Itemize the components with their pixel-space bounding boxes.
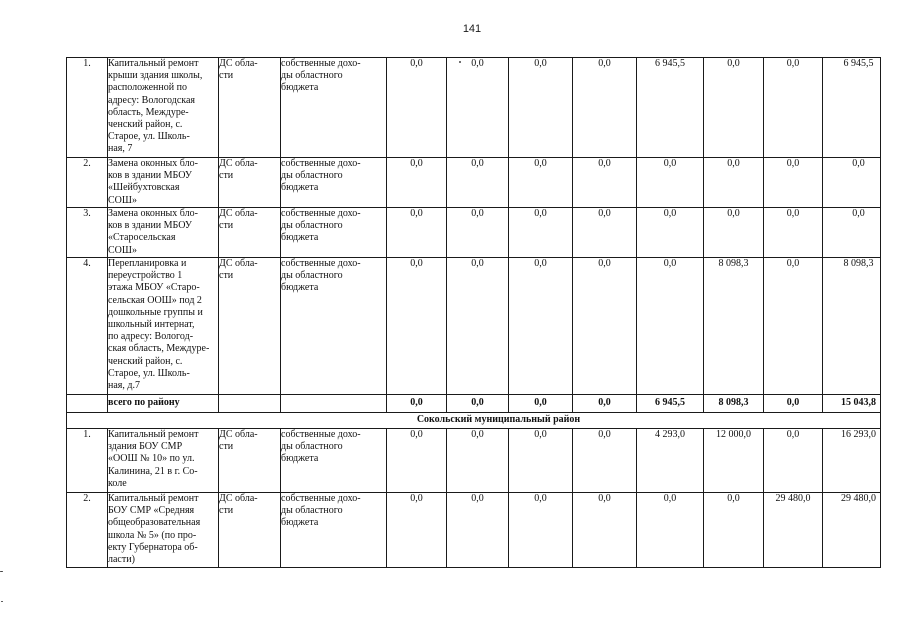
row-number: 2. [67, 493, 108, 568]
amount-cell: 0,0 [764, 258, 823, 395]
amount-cell: 0,0 [387, 258, 447, 395]
amount-total-cell: 0,0 [823, 208, 881, 258]
funding-source: ДС обла- сти [219, 493, 281, 568]
total-amount-cell: 8 098,3 [704, 395, 764, 413]
funding-source: ДС обла- сти [219, 258, 281, 395]
funding-type: собственные дохо- ды областного бюджета [281, 58, 387, 158]
amount-cell: 0,0 [573, 258, 637, 395]
project-description: Замена оконных бло- ков в здании МБОУ «Шейбухтовская СОШ» [108, 158, 219, 208]
grand-total-cell: 15 043,8 [823, 395, 881, 413]
funding-type: собственные дохо- ды областного бюджета [281, 158, 387, 208]
funding-type: собственные дохо- ды областного бюджета [281, 429, 387, 493]
amount-cell: 0,0 [387, 158, 447, 208]
project-description: Перепланировка и переустройство 1 этажа МБОУ «Старо- сельская ООШ» под 2 дошкольные группы и школьный интернат, по адресу: Вологод- ская область, Междуре- ченский район, с. Старое, ул. Школь- ная, д.7 [108, 258, 219, 395]
funding-source: ДС обла- сти [219, 58, 281, 158]
total-amount-cell: 0,0 [447, 395, 509, 413]
amount-cell: 0,0 [573, 158, 637, 208]
amount-cell: 0,0 [704, 158, 764, 208]
amount-cell: 0,0 [764, 429, 823, 493]
table-row [67, 258, 881, 395]
amount-cell: 0,0 [637, 158, 704, 208]
scan-speck [0, 571, 3, 572]
funding-type: собственные дохо- ды областного бюджета [281, 493, 387, 568]
total-label: всего по району [108, 395, 219, 413]
funding-type: собственные дохо- ды областного бюджета [281, 258, 387, 395]
amount-total-cell: 8 098,3 [823, 258, 881, 395]
amount-total-cell: 29 480,0 [823, 493, 881, 568]
amount-cell: 8 098,3 [704, 258, 764, 395]
amount-cell: 0,0 [509, 208, 573, 258]
amount-cell: 0,0 [637, 493, 704, 568]
district-header-row [67, 413, 881, 429]
row-number: 1. [67, 429, 108, 493]
amount-cell: 0,0 [387, 429, 447, 493]
amount-total-cell: 0,0 [823, 158, 881, 208]
amount-cell: 0,0 [704, 208, 764, 258]
project-description: Замена оконных бло- ков в здании МБОУ «Старосельская СОШ» [108, 208, 219, 258]
amount-cell: 0,0 [764, 158, 823, 208]
empty-cell [281, 395, 387, 413]
total-amount-cell: 0,0 [509, 395, 573, 413]
project-description: Капитальный ремонт БОУ СМР «Средняя общеобразовательная школа № 5» (по про- екту Губернатора об- ласти) [108, 493, 219, 568]
amount-cell: 6 945,5 [637, 58, 704, 158]
table-row [67, 429, 881, 493]
project-description: Капитальный ремонт крыши здания школы, расположенной по адресу: Вологодская область, Междуре- ченский район, с. Старое, ул. Школь- ная, 7 [108, 58, 219, 158]
amount-cell: 0,0 [573, 493, 637, 568]
amount-cell: 0,0 [704, 493, 764, 568]
amount-total-cell: 16 293,0 [823, 429, 881, 493]
funding-source: ДС обла- сти [219, 158, 281, 208]
amount-cell: 0,0 [573, 208, 637, 258]
funding-type: собственные дохо- ды областного бюджета [281, 208, 387, 258]
total-amount-cell: 0,0 [387, 395, 447, 413]
amount-cell: 0,0 [637, 258, 704, 395]
table-row [67, 158, 881, 208]
funding-source: ДС обла- сти [219, 429, 281, 493]
amount-cell: 0,0 [764, 208, 823, 258]
row-number: 1. [67, 58, 108, 158]
amount-cell: 0,0 [509, 58, 573, 158]
amount-cell: 0,0 [447, 429, 509, 493]
amount-cell: 0,0 [447, 258, 509, 395]
empty-cell [67, 395, 108, 413]
amount-cell: 0,0 [704, 58, 764, 158]
amount-cell: 4 293,0 [637, 429, 704, 493]
scan-speck [459, 61, 461, 63]
row-number: 4. [67, 258, 108, 395]
amount-cell: 0,0 [387, 58, 447, 158]
amount-cell: 0,0 [387, 493, 447, 568]
amount-cell: 0,0 [447, 158, 509, 208]
row-number: 2. [67, 158, 108, 208]
amount-cell: 0,0 [573, 58, 637, 158]
funding-source: ДС обла- сти [219, 208, 281, 258]
budget-table [66, 57, 881, 568]
amount-cell: 0,0 [509, 258, 573, 395]
amount-cell: 0,0 [764, 58, 823, 158]
district-total-row [67, 395, 881, 413]
project-description: Капитальный ремонт здания БОУ СМР «ООШ № 10» по ул. Калинина, 21 в г. Со- коле [108, 429, 219, 493]
amount-cell: 0,0 [509, 429, 573, 493]
district-title: Сокольский муниципальный район [67, 413, 881, 429]
amount-total-cell: 6 945,5 [823, 58, 881, 158]
amount-cell: 0,0 [573, 429, 637, 493]
total-amount-cell: 0,0 [764, 395, 823, 413]
total-amount-cell: 0,0 [573, 395, 637, 413]
amount-cell: 0,0 [509, 493, 573, 568]
row-number: 3. [67, 208, 108, 258]
amount-cell: 0,0 [509, 158, 573, 208]
amount-cell: 0,0 [637, 208, 704, 258]
total-amount-cell: 6 945,5 [637, 395, 704, 413]
amount-cell: 0,0 [447, 58, 509, 158]
amount-cell: 0,0 [387, 208, 447, 258]
amount-cell: 12 000,0 [704, 429, 764, 493]
table-row [67, 58, 881, 158]
scan-speck [1, 601, 3, 602]
amount-cell: 29 480,0 [764, 493, 823, 568]
amount-cell: 0,0 [447, 493, 509, 568]
page-number: 141 [462, 23, 482, 35]
table-row [67, 493, 881, 568]
amount-cell: 0,0 [447, 208, 509, 258]
table-row [67, 208, 881, 258]
empty-cell [219, 395, 281, 413]
